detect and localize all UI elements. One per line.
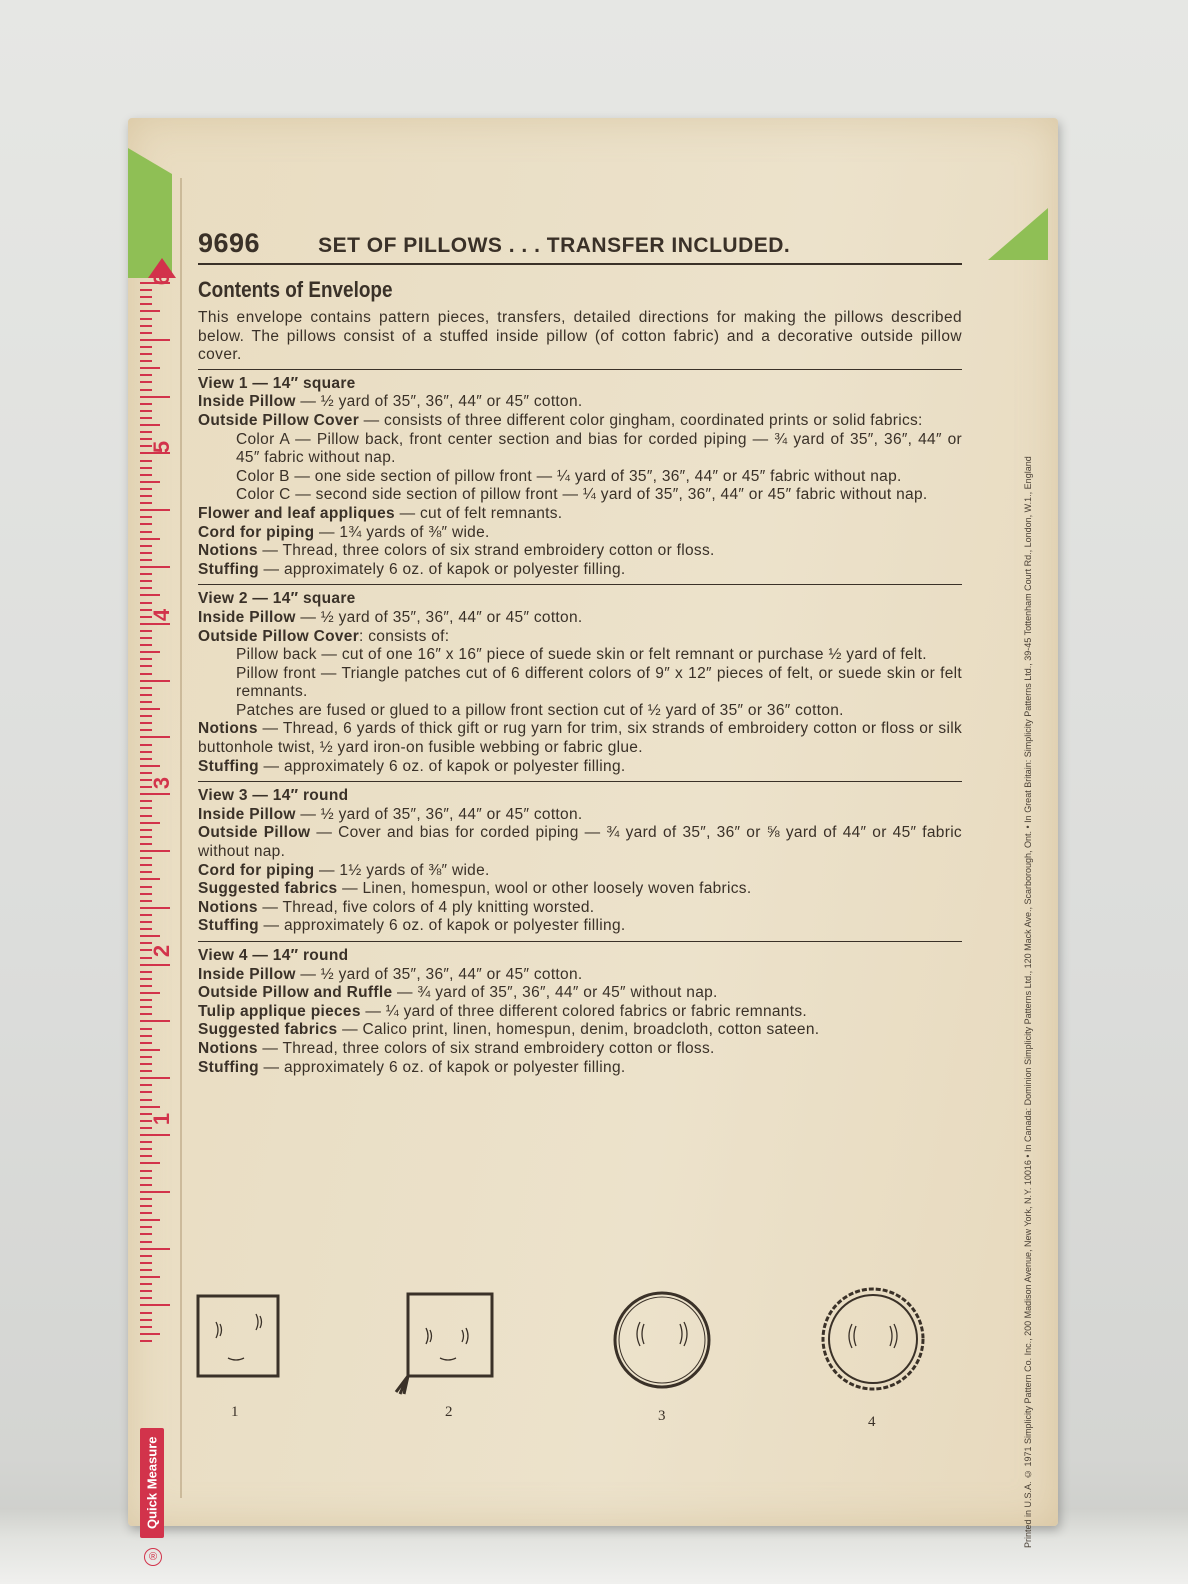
pattern-number: 9696 <box>198 228 261 258</box>
tape-tick <box>140 630 152 632</box>
tape-tick <box>140 1013 152 1015</box>
requirement-line <box>198 431 962 468</box>
publisher-imprint: Printed in U.S.A. © 1971 Simplicity Pattern Co. Inc., 200 Madison Avenue, New York, N.Y. 10016 • In Canada: Dominion Simplicity Patterns Ltd., 120 Mack Ave., Scarborough, Ont. • In Great Britain: Simplicity Patterns Ltd., 39-45 Tottenham Court Rd., London, W.1., England <box>1023 456 1033 1548</box>
envelope-content <box>198 228 962 1082</box>
tape-tick <box>140 1184 152 1186</box>
tape-tick <box>140 1091 152 1093</box>
tape-tick <box>140 417 152 419</box>
tape-tick <box>140 822 160 824</box>
requirement-label: Stuffing <box>198 560 259 578</box>
tape-tick <box>140 744 152 746</box>
tape-number: 4 <box>149 608 175 622</box>
requirement-line <box>198 702 962 721</box>
tape-tick <box>140 474 152 476</box>
tape-tick <box>140 573 152 575</box>
requirement-line <box>198 590 962 609</box>
tape-tick <box>140 602 152 604</box>
tape-tick <box>140 566 170 568</box>
requirement-label: View 4 — 14″ round <box>198 947 349 964</box>
requirement-label: Cord for piping <box>198 861 315 879</box>
tape-tick <box>140 559 152 561</box>
requirement-line <box>198 524 962 543</box>
tape-tick <box>140 871 152 873</box>
tape-number: 2 <box>149 944 175 958</box>
tape-tick <box>140 864 152 866</box>
tape-tick <box>140 1319 152 1321</box>
requirement-label: Notions <box>198 1039 258 1057</box>
tape-tick <box>140 438 152 440</box>
tape-tick <box>140 531 152 533</box>
requirement-text: — approximately 6 oz. of kapok or polyester filling. <box>258 917 626 935</box>
tape-tick <box>140 978 152 980</box>
tape-tick <box>140 644 152 646</box>
tape-tick <box>140 765 160 767</box>
tape-tick <box>140 800 152 802</box>
tape-tick <box>140 1006 152 1008</box>
requirement-line <box>198 1021 962 1040</box>
tape-tick <box>140 680 170 682</box>
tape-tick <box>140 318 152 320</box>
requirement-line <box>198 806 962 825</box>
requirement-line <box>198 984 962 1003</box>
requirement-line <box>198 665 962 702</box>
requirement-text: Pillow front — Triangle patches cut of 6 different colors of 9″ x 12″ pieces of felt, or suede skin or felt remnants. <box>236 664 962 701</box>
requirement-text: — Linen, homespun, wool or other loosely woven fabrics. <box>337 880 752 898</box>
tape-tick <box>140 1063 152 1065</box>
tape-tick <box>140 1020 170 1022</box>
view-2-label: 2 <box>445 1404 453 1420</box>
tape-tick <box>140 360 152 362</box>
requirement-line <box>198 917 962 936</box>
requirement-label: Suggested fabrics <box>198 1021 338 1039</box>
requirement-text: Color B — one side section of pillow front — ¼ yard of 35″, 36″, 44″ or 45″ fabric without nap. <box>236 467 902 485</box>
requirement-line <box>198 609 962 628</box>
tape-tick <box>140 673 152 675</box>
tape-tick <box>140 694 152 696</box>
tape-tick <box>140 552 152 554</box>
tape-tick <box>140 985 152 987</box>
tape-tick <box>140 999 152 1001</box>
requirement-text: Patches are fused or glued to a pillow front section cut of ½ yard of 35″ or 36″ cotton. <box>236 701 844 719</box>
tape-tick <box>140 836 152 838</box>
requirement-line <box>198 899 962 918</box>
tape-tick <box>140 1241 152 1243</box>
requirement-label: Cord for piping <box>198 523 315 541</box>
requirement-label: Inside Pillow <box>198 608 296 626</box>
view-1-label: 1 <box>231 1404 239 1420</box>
tape-tick <box>140 545 152 547</box>
tape-tick <box>140 424 160 426</box>
quick-measure-label: Quick Measure <box>140 1428 164 1538</box>
tape-tick <box>140 467 152 469</box>
tape-tick <box>140 701 152 703</box>
tape-tick <box>140 1276 160 1278</box>
tape-tick <box>140 396 170 398</box>
requirement-text: — Thread, five colors of 4 ply knitting worsted. <box>257 898 595 916</box>
requirement-text: — Thread, three colors of six strand embroidery cotton or floss. <box>257 542 715 560</box>
tape-tick <box>140 715 152 717</box>
tape-tick <box>140 857 152 859</box>
tape-tick <box>140 807 152 809</box>
view-3-label: 3 <box>658 1408 666 1424</box>
tape-tick <box>140 353 152 355</box>
tape-tick <box>140 410 152 412</box>
tape-tick <box>140 665 152 667</box>
tape-tick <box>140 1312 152 1314</box>
view-3-sketch <box>610 1288 714 1392</box>
tape-tick <box>140 381 152 383</box>
tape-tick <box>140 729 152 731</box>
tape-tick <box>140 325 152 327</box>
requirement-label: View 2 — 14″ square <box>198 590 356 608</box>
tape-tick <box>140 687 152 689</box>
requirement-line <box>198 412 962 431</box>
tape-tick <box>140 886 152 888</box>
tape-tick <box>140 1333 160 1335</box>
tape-tick <box>140 481 160 483</box>
tape-tick <box>140 538 160 540</box>
header <box>198 228 962 265</box>
tape-tick <box>140 829 152 831</box>
tape-tick <box>140 992 160 994</box>
requirement-label: View 1 — 14″ square <box>198 374 356 392</box>
tape-tick <box>140 928 152 930</box>
requirement-text: — approximately 6 oz. of kapok or polyester filling. <box>258 560 626 578</box>
requirement-line <box>198 758 962 777</box>
requirement-label: Outside Pillow and Ruffle <box>198 984 393 1002</box>
tape-tick <box>140 1056 152 1058</box>
tape-tick <box>140 907 170 909</box>
requirement-text: Pillow back — cut of one 16″ x 16″ piece of suede skin or felt remnant or purchase ½ yard of felt. <box>236 646 927 664</box>
tape-tick <box>140 289 152 291</box>
requirement-line <box>198 646 962 665</box>
tape-tick <box>140 594 160 596</box>
tape-tick <box>140 758 152 760</box>
requirement-line <box>198 393 962 412</box>
requirement-text: — ½ yard of 35″, 36″, 44″ or 45″ cotton. <box>295 393 583 411</box>
tape-tick <box>140 1170 152 1172</box>
tape-tick <box>140 1262 152 1264</box>
requirement-line <box>198 1003 962 1022</box>
requirement-text: : consists of: <box>359 627 450 645</box>
tape-tick <box>140 1219 160 1221</box>
tape-tick <box>140 303 152 305</box>
view-sketches <box>188 1278 968 1428</box>
tape-tick <box>140 878 160 880</box>
requirement-line <box>198 880 962 899</box>
tape-tick <box>140 1226 152 1228</box>
tape-tick <box>140 1070 152 1072</box>
tape-tick <box>140 516 152 518</box>
requirement-label: Outside Pillow <box>198 824 311 842</box>
requirement-text: — 1¾ yards of ⅜″ wide. <box>314 523 490 541</box>
tape-tick <box>140 921 152 923</box>
tape-tick <box>140 914 152 916</box>
tape-tick <box>140 1205 152 1207</box>
requirement-line <box>198 468 962 487</box>
tape-tick <box>140 580 152 582</box>
tape-tick <box>140 971 152 973</box>
tape-tick <box>140 509 170 511</box>
requirement-label: Flower and leaf appliques <box>198 504 395 522</box>
tape-tick <box>140 1283 152 1285</box>
tape-tick <box>140 1155 152 1157</box>
tape-tick <box>140 1049 160 1051</box>
requirement-text: — Thread, three colors of six strand embroidery cotton or floss. <box>257 1039 715 1057</box>
tape-tick <box>140 460 152 462</box>
tape-tick <box>140 389 152 391</box>
tape-tick <box>140 815 152 817</box>
tape-tick <box>140 296 152 298</box>
requirement-label: Notions <box>198 542 258 560</box>
requirement-text: — ½ yard of 35″, 36″, 44″ or 45″ cotton. <box>295 608 583 626</box>
tape-tick <box>140 1177 152 1179</box>
requirement-label: Inside Pillow <box>198 393 296 411</box>
tape-tick <box>140 374 152 376</box>
requirement-line <box>198 505 962 524</box>
requirement-label: Inside Pillow <box>198 965 296 983</box>
tape-tick <box>140 346 152 348</box>
view-1-section <box>198 370 962 586</box>
contents-intro: This envelope contains pattern pieces, transfers, detailed directions for making the pillows described below. The pillows consist of a stuffed inside pillow (of cotton fabric) and a decorative outside pillow cover. <box>198 309 962 370</box>
requirement-line <box>198 947 962 966</box>
tape-tick <box>140 1134 170 1136</box>
tape-tick <box>140 1304 170 1306</box>
tape-tick <box>140 403 152 405</box>
requirement-text: — approximately 6 oz. of kapok or polyester filling. <box>258 757 626 775</box>
tape-tick <box>140 637 152 639</box>
requirement-line <box>198 1059 962 1078</box>
tape-tick <box>140 1148 152 1150</box>
view-2-sketch <box>388 1288 498 1398</box>
tape-tick <box>140 1233 152 1235</box>
tape-tick <box>140 843 152 845</box>
tape-tick <box>140 708 160 710</box>
tape-number: 1 <box>149 1112 175 1126</box>
tape-tick <box>140 1084 152 1086</box>
requirement-line <box>198 787 962 806</box>
requirement-line <box>198 862 962 881</box>
tape-tick <box>140 1028 152 1030</box>
tape-tick <box>140 1141 152 1143</box>
tape-tick <box>140 488 152 490</box>
requirement-text: — ¾ yard of 35″, 36″, 44″ or 45″ without nap. <box>392 984 718 1002</box>
tape-tick <box>140 751 152 753</box>
requirement-label: Notions <box>198 898 258 916</box>
tape-number: 3 <box>149 776 175 790</box>
requirement-line <box>198 375 962 394</box>
tape-tick <box>140 772 152 774</box>
tape-tick <box>140 893 152 895</box>
tape-tick <box>140 431 152 433</box>
view-3-section <box>198 782 962 942</box>
requirement-text: — ¼ yard of three different colored fabrics or fabric remnants. <box>360 1002 807 1020</box>
requirement-text: — Thread, 6 yards of thick gift or rug yarn for trim, six strands of embroidery cotton or floss or silk buttonhole twist, ½ yard iron-on fusible webbing or fabric glue. <box>198 720 962 757</box>
tape-tick <box>140 339 170 341</box>
tape-tick <box>140 1162 160 1164</box>
requirement-label: Stuffing <box>198 757 259 775</box>
tape-tick <box>140 793 170 795</box>
tape-tick <box>140 1106 160 1108</box>
tape-tick <box>140 1290 152 1292</box>
requirement-text: — ½ yard of 35″, 36″, 44″ or 45″ cotton. <box>295 965 583 983</box>
requirement-line <box>198 824 962 861</box>
requirement-text: Color C — second side section of pillow front — ¼ yard of 35″, 36″, 44″ or 45″ fabric without nap. <box>236 486 928 504</box>
tape-tick <box>140 658 152 660</box>
tape-tick <box>140 1191 170 1193</box>
tape-tick <box>140 935 160 937</box>
tape-tick <box>140 1042 152 1044</box>
requirement-text: — Calico print, linen, homespun, denim, broadcloth, cotton sateen. <box>337 1021 820 1039</box>
requirement-label: Outside Pillow Cover <box>198 411 360 429</box>
tape-number: 6 <box>149 272 175 286</box>
tape-tick <box>140 1035 152 1037</box>
requirement-label: Stuffing <box>198 917 259 935</box>
tape-tick <box>140 1198 152 1200</box>
tape-tick <box>140 964 170 966</box>
tape-tick <box>140 722 152 724</box>
requirement-text: — approximately 6 oz. of kapok or polyester filling. <box>258 1058 626 1076</box>
requirement-text: Color A — Pillow back, front center section and bias for corded piping — ¾ yard of 35″, 36″, 44″ or 45″ fabric without nap. <box>236 430 962 467</box>
tape-tick <box>140 587 152 589</box>
requirement-label: Tulip applique pieces <box>198 1002 361 1020</box>
tape-tick <box>140 651 160 653</box>
pattern-envelope <box>128 118 1058 1563</box>
requirement-text: — ½ yard of 35″, 36″, 44″ or 45″ cotton. <box>295 805 583 823</box>
requirement-line <box>198 561 962 580</box>
tape-tick <box>140 1255 152 1257</box>
requirement-line <box>198 720 962 757</box>
tape-tick <box>140 1077 170 1079</box>
tape-measure <box>140 258 194 1563</box>
requirement-line <box>198 542 962 561</box>
tape-tick <box>140 502 152 504</box>
tape-tick <box>140 1326 152 1328</box>
requirement-line <box>198 1040 962 1059</box>
pattern-title: SET OF PILLOWS . . . TRANSFER INCLUDED. <box>318 234 791 257</box>
view-2-section <box>198 585 962 782</box>
requirement-line <box>198 966 962 985</box>
tape-tick <box>140 623 170 625</box>
requirement-line <box>198 628 962 647</box>
tape-tick <box>140 523 152 525</box>
tape-tick <box>140 495 152 497</box>
tape-tick <box>140 1099 152 1101</box>
tape-tick <box>140 736 170 738</box>
view-1-sketch <box>194 1292 284 1382</box>
requirement-line <box>198 486 962 505</box>
tape-tick <box>140 1297 152 1299</box>
requirement-label: Outside Pillow Cover <box>198 627 360 645</box>
requirement-text: — 1½ yards of ⅜″ wide. <box>314 861 490 879</box>
view-4-label: 4 <box>868 1414 876 1430</box>
view-4-section <box>198 942 962 1082</box>
tape-tick <box>140 900 152 902</box>
tape-tick <box>140 310 160 312</box>
views-list <box>198 370 962 1082</box>
tape-tick <box>140 332 152 334</box>
requirement-label: Stuffing <box>198 1058 259 1076</box>
contents-heading: Contents of Envelope <box>198 277 393 302</box>
registered-mark-icon: ® <box>144 1548 162 1566</box>
requirement-label: Notions <box>198 720 258 738</box>
tape-tick <box>140 367 160 369</box>
tape-tick <box>140 850 170 852</box>
tape-tick <box>140 1269 152 1271</box>
green-corner-right <box>988 208 1048 260</box>
requirement-text: — cut of felt remnants. <box>394 504 563 522</box>
tape-number: 5 <box>149 440 175 454</box>
tape-tick <box>140 1212 152 1214</box>
tape-tick <box>140 1248 170 1250</box>
view-4-sketch <box>818 1284 928 1394</box>
requirement-label: Inside Pillow <box>198 805 296 823</box>
requirement-label: Suggested fabrics <box>198 880 338 898</box>
requirement-text: — consists of three different color gingham, coordinated prints or solid fabrics: <box>359 411 923 429</box>
tape-tick <box>140 1340 152 1342</box>
tape-tick <box>140 1127 152 1129</box>
requirement-text: — Cover and bias for corded piping — ¾ yard of 35″, 36″ or ⅝ yard of 44″ or 45″ fabric without nap. <box>198 824 962 861</box>
requirement-label: View 3 — 14″ round <box>198 787 349 805</box>
